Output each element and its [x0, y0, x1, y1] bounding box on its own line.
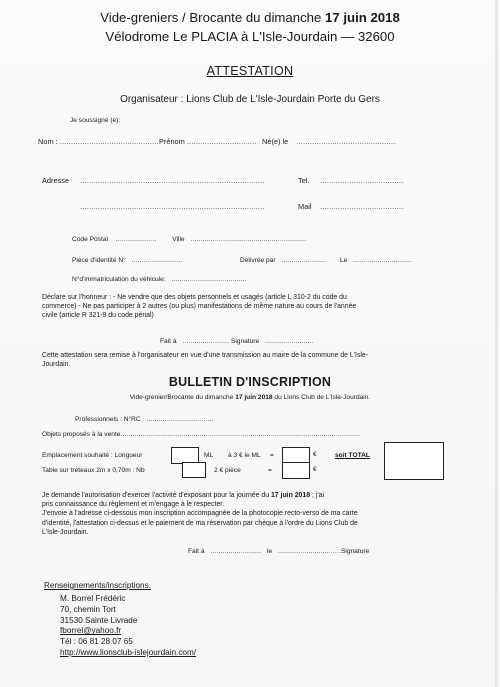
contact-phone: Tél : 06 81 28 07 65	[60, 637, 133, 647]
signature-label-1: Signature	[230, 338, 260, 345]
code-postal-label: Code Postal	[72, 236, 108, 243]
contact-name: M. Borrel Frédéric	[60, 594, 126, 603]
ville-label: Ville	[172, 236, 185, 243]
declaration-block	[42, 293, 356, 321]
organizer-line: Organisateur : Lions Club de L'Isle-Jourdain Porte du Gers	[120, 94, 380, 105]
le-label: Le	[339, 257, 348, 264]
bulletin-title: BULLETIN D'INSCRIPTION	[168, 375, 332, 389]
prenom-label: Prénom	[158, 137, 185, 146]
equals-sign-2: =	[268, 467, 272, 474]
total-input[interactable]	[384, 442, 444, 480]
euro-sign-2: €	[313, 466, 317, 473]
signature-field-1[interactable]: ........................	[265, 338, 314, 345]
bulletin-subtitle-post: du Lions Club de L'Isle-Jourdain.	[272, 394, 371, 401]
header-line-1	[0, 10, 500, 25]
undersigned-label: Je soussigné (e):	[70, 117, 121, 124]
emplacement-label: Emplacement souhaité : Longueur	[42, 452, 143, 459]
table-amount-input[interactable]	[282, 462, 310, 479]
tel-field[interactable]: .....................................	[320, 176, 404, 185]
code-postal-field[interactable]: ....................	[115, 236, 157, 243]
immat-label: N°d'immatriculation du véhicule:	[72, 276, 166, 283]
piece-field[interactable]: .........................	[131, 257, 183, 264]
objets-label: Objets proposés à la vente	[42, 431, 121, 438]
ne-le-label: Né(e) le	[262, 137, 289, 146]
demande-block	[42, 491, 358, 537]
fait-label-2: Fait à	[188, 548, 205, 555]
objets-row	[42, 431, 360, 438]
remise-line-2: Jourdain.	[42, 361, 71, 369]
header-line-2: Vélodrome Le PLACIA à L'Isle-Jourdain — 32600	[105, 29, 395, 44]
envoie-line-2: d'identité, l'attestation ci-dessus et le paiement de ma réservation par chèque à l'ordre du Lions Club de	[42, 519, 358, 527]
le-label-2: le	[267, 548, 273, 555]
adresse-field-1[interactable]: ..................................................................................	[80, 176, 265, 185]
prenom-field[interactable]: ...............................	[186, 137, 257, 146]
piece-price-label: 2 € pièce	[214, 467, 241, 474]
attestation-title: ATTESTATION	[206, 64, 294, 78]
remise-line-1: Cette attestation sera remise à l'organisateur en vue d'une transmission au maire de la commune de L'Isle-	[42, 352, 369, 359]
professionnels-row	[75, 416, 214, 423]
price-per-ml-label: à 3 € le ML	[228, 452, 261, 459]
mail-label: Mail	[298, 202, 312, 211]
declaration-line-1: Déclare sur l'honneur : - Ne vendre que des objets personnels et usagés (article L 310-2 du code du	[42, 294, 347, 301]
fait-label-1: Fait à	[160, 338, 177, 345]
ne-le-row	[262, 137, 396, 146]
table-label: Table sur tréteaux 2m x 0,70m : Nb	[42, 467, 145, 474]
delivree-row	[240, 257, 412, 264]
ne-le-field[interactable]: ............................................	[296, 137, 396, 146]
equals-sign-1: =	[270, 452, 274, 459]
nom-field[interactable]: ............................................	[59, 137, 159, 146]
fait-field-2[interactable]: .........................	[210, 548, 262, 555]
contact-email-link[interactable]: fborrel@yahoo.fr	[60, 626, 122, 636]
adresse-field-2[interactable]: ..................................................................................	[80, 202, 265, 211]
soit-total-label: soit TOTAL	[335, 452, 370, 459]
declaration-line-3: civile (article R 321-9 du code pénal)	[42, 312, 154, 320]
page-edge-shadow	[495, 0, 498, 687]
contact-website-link[interactable]: http://www.lionsclub-islejourdain.com/	[60, 647, 197, 657]
contact-block	[60, 594, 196, 659]
signature-label-2: Signature	[340, 548, 370, 555]
piece-label: Pièce d'identité N°	[72, 257, 126, 264]
immat-row	[72, 276, 247, 283]
professionnels-label: Professionnels : N°RC	[75, 416, 141, 423]
nom-row	[38, 137, 257, 146]
le-field[interactable]: .............................	[353, 257, 413, 264]
immat-field[interactable]: .....................................	[171, 276, 247, 283]
tel-label: Tel.	[298, 176, 310, 185]
table-count-input[interactable]	[182, 462, 206, 478]
envoie-line-3: L'Isle-Jourdain.	[42, 528, 89, 536]
delivree-field[interactable]: ......................	[281, 257, 327, 264]
delivree-label: Délivrée par	[240, 257, 276, 264]
objets-field[interactable]: ......................................................................................................................	[120, 431, 361, 438]
ml-label: ML	[204, 452, 214, 459]
adresse-label: Adresse	[42, 176, 70, 185]
fait-row-1	[160, 338, 314, 345]
contact-street: 70, chemin Tort	[60, 604, 116, 614]
code-postal-row	[72, 236, 306, 243]
demande-line-1: Je demande l'autorisation d'exercer l'activité d'exposant pour la journée du 17 juin 2018 ; j'ai	[42, 492, 324, 499]
euro-sign-1: €	[313, 451, 317, 458]
fait-row-2	[188, 548, 369, 555]
ville-field[interactable]: .........................................................	[190, 236, 307, 243]
piece-row	[72, 257, 182, 264]
contact-title: Renseignements/inscriptions.	[44, 581, 151, 590]
envoie-line-1: J'envoie à l'adresse ci-dessous mon inscription accompagnée de la photocopie recto-verso de ma carte	[42, 510, 358, 518]
bulletin-subtitle	[0, 394, 500, 401]
bulletin-subtitle-date: 17 juin 2018	[235, 394, 273, 401]
mail-field[interactable]: .....................................	[320, 202, 404, 211]
fait-field-1[interactable]: .......................	[182, 338, 230, 345]
contact-city: 31530 Sainte Livrade	[60, 615, 138, 625]
remise-block	[42, 351, 368, 369]
declaration-line-2: commerce) - Ne pas participer à 2 autres (ou plus) manifestations de même nature au cours de l'année	[42, 303, 357, 311]
header-date: 17 juin 2018	[325, 10, 400, 25]
le-field-2[interactable]: ...............................	[277, 548, 341, 555]
nom-label: Nom :	[38, 137, 58, 146]
header-event: Vide-greniers / Brocante du dimanche	[100, 10, 326, 25]
professionnels-field[interactable]: .................................	[146, 416, 214, 423]
demande-line-2: pris connaissance du règlement et m'engage à le respecter.	[42, 501, 225, 509]
bulletin-subtitle-pre: Vide-grenier/Brocante du dimanche	[129, 394, 236, 401]
